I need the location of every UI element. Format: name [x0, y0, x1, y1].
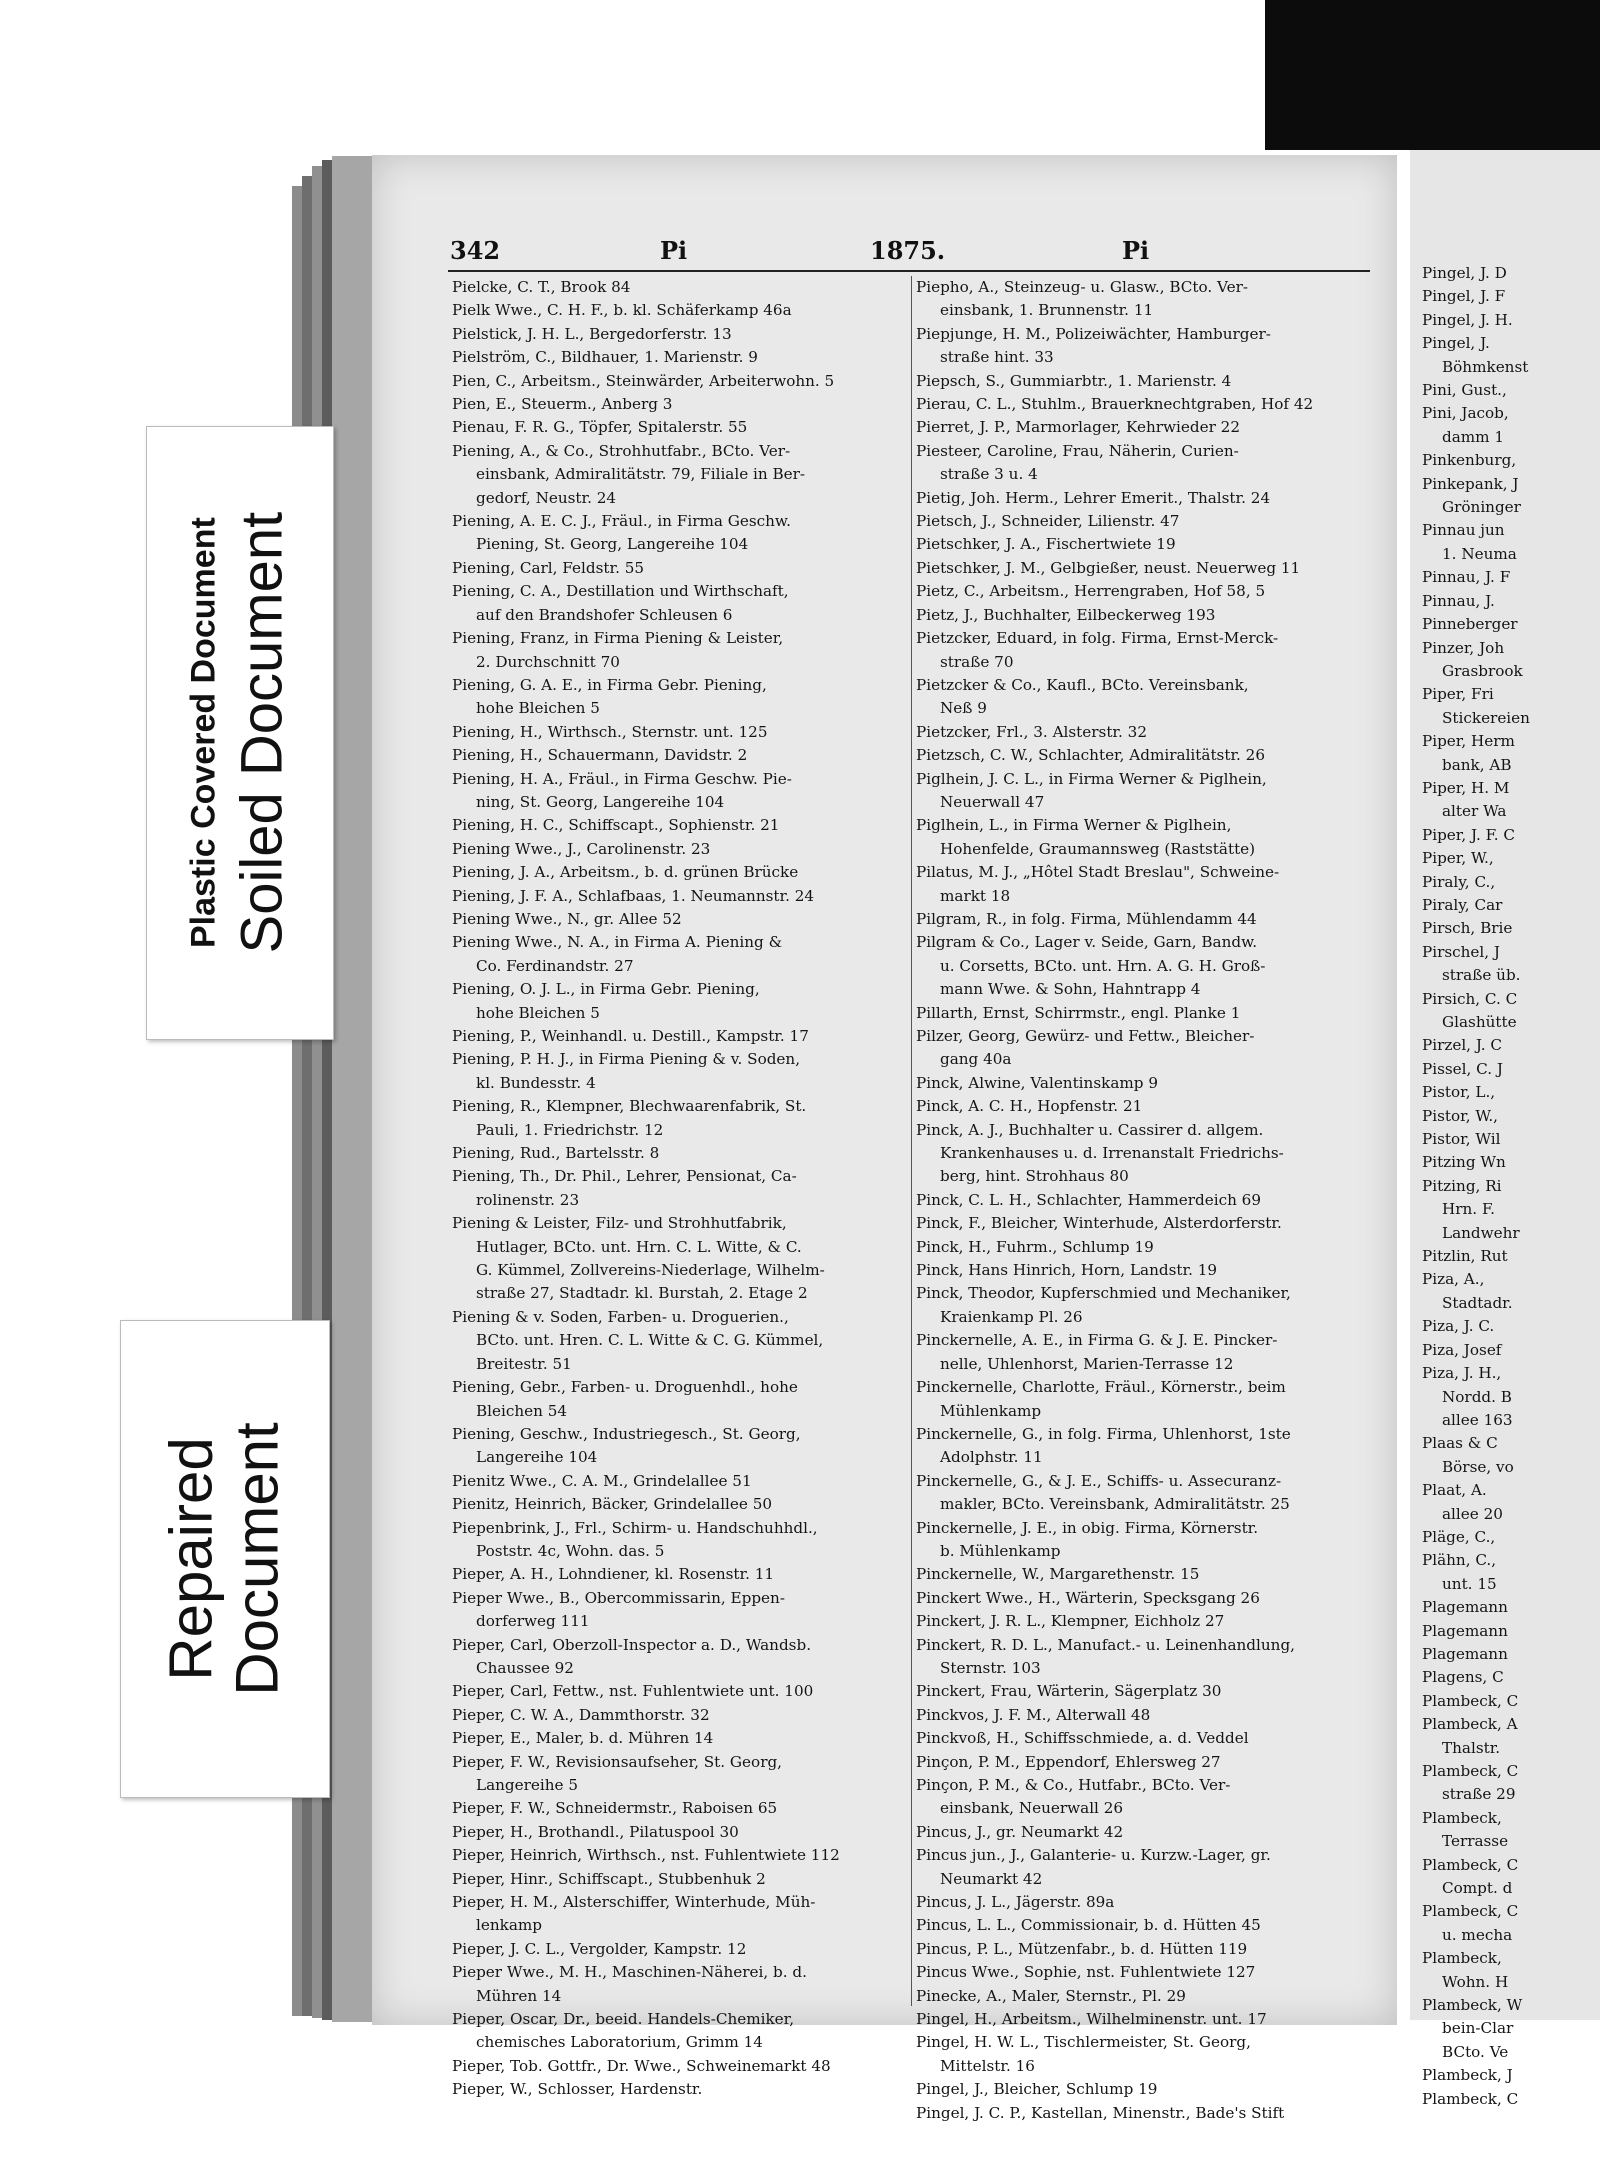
directory-entry-line: einsbank, Admiralitätstr. 79, Filiale in Ber-: [476, 465, 806, 484]
directory-entry-line: nelle, Uhlenhorst, Marien-Terrasse 12: [940, 1354, 1234, 1373]
directory-entry-line: Plaat, A.: [1422, 1481, 1487, 1500]
directory-entry-line: straße 3 u. 4: [940, 465, 1038, 484]
directory-entry-line: Pieper, Oscar, Dr., beeid. Handels-Chemiker,: [452, 2010, 795, 2029]
directory-entry-line: Pien, E., Steuerm., Anberg 3: [452, 395, 673, 414]
directory-entry-line: Piza, J. H.,: [1422, 1364, 1502, 1383]
directory-entry-line: Plaas & C: [1422, 1434, 1498, 1453]
directory-entry-line: Pinckernelle, G., & J. E., Schiffs- u. Assecuranz-: [916, 1471, 1282, 1490]
directory-entry-line: Pincus jun., J., Galanterie- u. Kurzw.-Lager, gr.: [916, 1846, 1271, 1865]
directory-entry-line: Pierau, C. L., Stuhlm., Brauerknechtgraben, Hof 42: [916, 395, 1314, 414]
directory-entry-line: Hohenfelde, Graumannsweg (Raststätte): [940, 839, 1256, 858]
directory-entry-line: markt 18: [940, 886, 1011, 905]
directory-entry-line: Piening Wwe., J., Carolinenstr. 23: [452, 839, 711, 858]
directory-entry-line: Piening & v. Soden, Farben- u. Droguerien.,: [452, 1307, 789, 1326]
directory-entry-line: Pinçon, P. M., Eppendorf, Ehlersweg 27: [916, 1752, 1221, 1771]
directory-entry-line: Piening, A., & Co., Strohhutfabr., BCto. Ver-: [452, 441, 791, 460]
directory-entry-line: Pieper, J. C. L., Vergolder, Kampstr. 12: [452, 1939, 747, 1958]
directory-entry-line: Plambeck, W: [1422, 1996, 1523, 2015]
directory-entry-line: Pincus Wwe., Sophie, nst. Fuhlentwiete 127: [916, 1963, 1256, 1982]
directory-entry-line: Piraly, C.,: [1422, 872, 1496, 891]
directory-entry-line: b. Mühlenkamp: [940, 1541, 1061, 1560]
directory-entry-line: damm 1: [1442, 427, 1505, 446]
directory-entry-line: 2. Durchschnitt 70: [476, 652, 620, 671]
directory-entry-line: Pinckernelle, A. E., in Firma G. & J. E. Pincker-: [916, 1331, 1278, 1350]
directory-entry-line: Piepho, A., Steinzeug- u. Glasw., BCto. Ver-: [916, 278, 1249, 296]
directory-entry-line: Piper, J. F. C: [1422, 825, 1516, 844]
directory-entry-line: Pietz, C., Arbeitsm., Herrengraben, Hof 58, 5: [916, 582, 1266, 601]
directory-entry-line: Neß 9: [940, 699, 987, 718]
directory-entry-line: Compt. d: [1442, 1879, 1513, 1898]
directory-entry-line: bein-Clar: [1442, 2019, 1514, 2038]
directory-entry-line: Sternstr. 103: [940, 1658, 1041, 1677]
directory-entry-line: einsbank, 1. Brunnenstr. 11: [940, 301, 1154, 320]
directory-entry-line: auf den Brandshofer Schleusen 6: [476, 605, 733, 624]
directory-entry-line: Plagemann: [1422, 1621, 1508, 1640]
directory-entry-line: Pinnau, J. F: [1422, 568, 1511, 587]
directory-entry-line: Pinckernelle, J. E., in obig. Firma, Körnerstr.: [916, 1518, 1259, 1537]
directory-entry-line: Pinneberger: [1422, 615, 1518, 634]
directory-entry-line: straße üb.: [1442, 966, 1521, 985]
directory-entry-line: Pieper, Tob. Gottfr., Dr. Wwe., Schweinemarkt 48: [452, 2056, 831, 2075]
directory-entry-line: Krankenhauses u. d. Irrenanstalt Friedrichs-: [940, 1144, 1284, 1163]
directory-entry-line: Piglhein, L., in Firma Werner & Piglhein,: [916, 816, 1232, 835]
header-rule: [448, 270, 1370, 272]
directory-entry-line: Piepsch, S., Gummiarbtr., 1. Marienstr. 4: [916, 371, 1232, 390]
directory-entry-line: Pietzcker & Co., Kaufl., BCto. Vereinsbank,: [916, 675, 1249, 694]
directory-entry-line: Langereihe 5: [476, 1776, 578, 1794]
directory-entry-line: Pissel, C. J: [1422, 1059, 1503, 1078]
directory-entry-line: Piening, Franz, in Firma Piening & Leister,: [452, 629, 784, 648]
directory-entry-line: Piper, W.,: [1422, 849, 1494, 868]
directory-entry-line: chemisches Laboratorium, Grimm 14: [476, 2033, 763, 2052]
directory-entry-line: Pien, C., Arbeitsm., Steinwärder, Arbeiterwohn. 5: [452, 371, 835, 390]
directory-entry-line: Plagemann: [1422, 1644, 1508, 1663]
directory-entry-line: Pielström, C., Bildhauer, 1. Marienstr. 9: [452, 348, 758, 367]
directory-entry-line: Piening, J. A., Arbeitsm., b. d. grünen Brücke: [452, 863, 799, 882]
directory-entry-line: Landwehr: [1442, 1223, 1520, 1242]
directory-entry-line: straße hint. 33: [940, 348, 1054, 367]
directory-entry-line: Piper, Herm: [1422, 732, 1515, 751]
directory-entry-line: Pirzel, J. C: [1422, 1036, 1503, 1055]
directory-entry-line: Pinck, Theodor, Kupferschmied und Mechaniker,: [916, 1284, 1291, 1303]
page-edge: [332, 156, 372, 2022]
directory-entry-line: Pinckvoß, H., Schiffsschmiede, a. d. Veddel: [916, 1729, 1249, 1748]
directory-entry-line: Pierret, J. P., Marmorlager, Kehrwieder 22: [916, 418, 1240, 437]
directory-entry-line: hohe Bleichen 5: [476, 1003, 600, 1022]
scan-background-top: [1265, 0, 1600, 150]
directory-entry-line: Pincus, J., gr. Neumarkt 42: [916, 1822, 1124, 1841]
directory-entry-line: Nordd. B: [1442, 1387, 1512, 1406]
directory-entry-line: Pinnau jun: [1422, 521, 1505, 540]
directory-entry-line: Pincus, P. L., Mützenfabr., b. d. Hütten 119: [916, 1939, 1248, 1958]
directory-entry-line: allee 20: [1442, 1504, 1503, 1523]
directory-entry-line: Pienitz, Heinrich, Bäcker, Grindelallee 50: [452, 1495, 773, 1514]
directory-entry-line: unt. 15: [1442, 1574, 1497, 1593]
directory-entry-line: Pinck, Hans Hinrich, Horn, Landstr. 19: [916, 1261, 1218, 1280]
directory-entry-line: Pietzcker, Eduard, in folg. Firma, Ernst-Merck-: [916, 629, 1279, 648]
directory-entry-line: straße 27, Stadtadr. kl. Burstah, 2. Etage 2: [476, 1284, 808, 1303]
directory-entry-line: Piening, O. J. L., in Firma Gebr. Piening,: [452, 980, 760, 999]
directory-entry-line: Plambeck,: [1422, 1949, 1502, 1968]
directory-entry-line: Piraly, Car: [1422, 895, 1503, 914]
directory-entry-line: Pinkepank, J: [1422, 474, 1519, 493]
directory-entry-line: Plagemann: [1422, 1598, 1508, 1617]
directory-entry-line: Plambeck, C: [1422, 1762, 1519, 1780]
directory-entry-line: gang 40a: [940, 1050, 1012, 1069]
directory-entry-line: 1. Neuma: [1442, 544, 1517, 563]
directory-entry-line: Pinck, F., Bleicher, Winterhude, Alsterdorferstr.: [916, 1214, 1282, 1233]
directory-entry-line: Pauli, 1. Friedrichstr. 12: [476, 1120, 664, 1139]
facing-page-column: [1422, 262, 1600, 2108]
directory-entry-line: Pinckert, Frau, Wärterin, Sägerplatz 30: [916, 1682, 1222, 1701]
directory-entry-line: Pinck, Alwine, Valentinskamp 9: [916, 1073, 1158, 1092]
directory-entry-line: Pielcke, C. T., Brook 84: [452, 278, 631, 296]
directory-entry-line: Pietzsch, C. W., Schlachter, Admiralitätstr. 26: [916, 746, 1266, 765]
directory-entry-line: Piper, H. M: [1422, 778, 1510, 797]
directory-entry-line: Kraienkamp Pl. 26: [940, 1307, 1083, 1326]
column-divider: [911, 276, 912, 2006]
directory-entry-line: Piesteer, Caroline, Frau, Näherin, Curien-: [916, 441, 1239, 460]
directory-entry-line: Piening, Rud., Bartelsstr. 8: [452, 1144, 660, 1163]
directory-entry-line: Plagens, C: [1422, 1668, 1504, 1687]
directory-entry-line: Piening, Carl, Feldstr. 55: [452, 558, 645, 577]
directory-entry-line: Piening, H., Schauermann, Davidstr. 2: [452, 746, 748, 765]
directory-entry-line: Pinkenburg,: [1422, 451, 1517, 470]
directory-entry-line: Terrasse: [1442, 1832, 1509, 1851]
directory-entry-line: Pirschel, J: [1422, 942, 1501, 961]
directory-entry-line: Glashütte: [1442, 1013, 1517, 1031]
directory-entry-line: Pinck, H., Fuhrm., Schlump 19: [916, 1237, 1154, 1256]
directory-entry-line: alter Wa: [1442, 802, 1507, 821]
directory-entry-line: Pieper Wwe., B., Obercommissarin, Eppen-: [452, 1588, 785, 1607]
condition-sticker-bottom: [120, 1320, 330, 1798]
directory-entry-line: Piening & Leister, Filz- und Strohhutfabrik,: [452, 1214, 787, 1233]
directory-entry-line: Pieper, A. H., Lohndiener, kl. Rosenstr. 11: [452, 1565, 775, 1584]
left-column: [452, 276, 908, 2099]
header-left-abbr: Pi: [660, 236, 688, 265]
directory-entry-line: lenkamp: [476, 1916, 543, 1935]
directory-entry-line: Pini, Gust.,: [1422, 381, 1507, 400]
directory-entry-line: Plambeck, C: [1422, 1855, 1519, 1874]
directory-entry-line: Pincus, L. L., Commissionair, b. d. Hütten 45: [916, 1916, 1261, 1935]
directory-entry-line: Pilgram & Co., Lager v. Seide, Garn, Bandw.: [916, 933, 1258, 952]
condition-sticker-top: [146, 426, 334, 1040]
directory-entry-line: makler, BCto. Vereinsbank, Admiralitätstr. 25: [940, 1495, 1290, 1514]
directory-entry-line: Pieper Wwe., M. H., Maschinen-Näherei, b. d.: [452, 1963, 807, 1982]
directory-entry-line: Pietzcker, Frl., 3. Alsterstr. 32: [916, 722, 1148, 741]
directory-entry-line: Piening, H. A., Fräul., in Firma Geschw. Pie-: [452, 769, 792, 788]
directory-entry-line: Piening, J. F. A., Schlafbaas, 1. Neumannstr. 24: [452, 886, 815, 905]
directory-entry-line: Mühren 14: [476, 1986, 562, 2005]
directory-entry-line: bank, AB: [1442, 755, 1512, 774]
directory-entry-line: Pistor, Wil: [1422, 1130, 1501, 1149]
directory-entry-line: BCto. unt. Hren. C. L. Witte & C. G. Kümmel,: [476, 1331, 824, 1350]
directory-entry-line: Pinck, A. C. H., Hopfenstr. 21: [916, 1097, 1143, 1116]
directory-entry-line: Pieper, H. M., Alsterschiffer, Winterhude, Müh-: [452, 1893, 816, 1912]
sticker-label-soiled: Soiled Document: [229, 512, 295, 954]
directory-entry-line: Pinckernelle, W., Margarethenstr. 15: [916, 1565, 1200, 1584]
directory-entry-line: Pieper, W., Schlosser, Hardenstr.: [452, 2080, 703, 2099]
directory-entry-line: Pietig, Joh. Herm., Lehrer Emerit., Thalstr. 24: [916, 488, 1271, 507]
directory-entry-line: Pingel, J. C. P., Kastellan, Minenstr., Bade's Stift: [916, 2103, 1285, 2122]
directory-entry-line: Piglhein, J. C. L., in Firma Werner & Piglhein,: [916, 769, 1267, 788]
directory-entry-line: Grasbrook: [1442, 661, 1523, 680]
directory-entry-line: Pincus, J. L., Jägerstr. 89a: [916, 1893, 1115, 1912]
directory-entry-line: Börse, vo: [1442, 1457, 1514, 1476]
directory-entry-line: Piza, J. C.: [1422, 1317, 1495, 1336]
directory-entry-line: Plambeck, A: [1422, 1715, 1518, 1734]
directory-entry-line: Piening, G. A. E., in Firma Gebr. Piening,: [452, 675, 767, 694]
directory-entry-line: Pietschker, J. M., Gelbgießer, neust. Neuerweg 11: [916, 558, 1301, 577]
directory-entry-line: straße 29: [1442, 1785, 1516, 1804]
directory-entry-line: Pilzer, Georg, Gewürz- und Fettw., Bleicher-: [916, 1027, 1255, 1045]
directory-entry-line: Piening Wwe., N., gr. Allee 52: [452, 909, 682, 928]
directory-entry-line: Plambeck,: [1422, 1808, 1502, 1827]
header-year: 1875.: [870, 236, 946, 265]
directory-entry-line: Pitzlin, Rut: [1422, 1247, 1508, 1266]
directory-entry-line: Piening, Geschw., Industriegesch., St. Georg,: [452, 1424, 801, 1443]
directory-entry-line: Pinnau, J.: [1422, 591, 1495, 610]
directory-entry-line: Piening, Gebr., Farben- u. Droguenhdl., hohe: [452, 1378, 798, 1397]
directory-entry-line: Langereihe 104: [476, 1448, 598, 1467]
directory-entry-line: ning, St. Georg, Langereihe 104: [476, 792, 725, 811]
directory-entry-line: straße 70: [940, 652, 1014, 671]
directory-entry-line: Pinckert, R. D. L., Manufact.- u. Leinenhandlung,: [916, 1635, 1295, 1654]
directory-entry-line: Plambeck, C: [1422, 1902, 1519, 1921]
directory-entry-line: Piepenbrink, J., Frl., Schirm- u. Handschuhhdl.,: [452, 1518, 818, 1537]
directory-entry-line: Piening, R., Klempner, Blechwaarenfabrik, St.: [452, 1097, 807, 1116]
directory-entry-line: Pingel, J.: [1422, 334, 1490, 353]
directory-entry-line: Pingel, H., Arbeitsm., Wilhelminenstr. unt. 17: [916, 2010, 1267, 2029]
directory-entry-line: Pienau, F. R. G., Töpfer, Spitalerstr. 55: [452, 418, 748, 437]
directory-entry-line: Pinckernelle, Charlotte, Fräul., Körnerstr., beim: [916, 1378, 1286, 1397]
page-number: 342: [450, 236, 501, 265]
directory-entry-line: Piening, H., Wirthsch., Sternstr. unt. 125: [452, 722, 768, 741]
directory-entry-line: kl. Bundesstr. 4: [476, 1073, 596, 1092]
directory-entry-line: Bleichen 54: [476, 1401, 568, 1420]
directory-entry-line: Adolphstr. 11: [940, 1448, 1043, 1467]
directory-entry-line: gedorf, Neustr. 24: [476, 488, 617, 507]
directory-entry-line: BCto. Ve: [1442, 2042, 1509, 2061]
directory-entry-line: Pinckert, J. R. L., Klempner, Eichholz 27: [916, 1612, 1225, 1631]
directory-entry-line: Pistor, W.,: [1422, 1106, 1498, 1125]
directory-entry-line: Pieper, F. W., Revisionsaufseher, St. Georg,: [452, 1752, 783, 1771]
directory-entry-line: Pielstick, J. H. L., Bergedorferstr. 13: [452, 324, 732, 343]
directory-entry-line: Pinckernelle, G., in folg. Firma, Uhlenhorst, 1ste: [916, 1424, 1291, 1443]
directory-entry-line: Pinckert Wwe., H., Wärterin, Specksgang 26: [916, 1588, 1260, 1607]
directory-entry-line: allee 163: [1442, 1410, 1513, 1429]
directory-entry-line: Piening Wwe., N. A., in Firma A. Piening &: [452, 933, 783, 952]
directory-entry-line: Pistor, L.,: [1422, 1083, 1496, 1102]
directory-entry-line: Piper, Fri: [1422, 685, 1494, 704]
directory-entry-line: Pieper, Carl, Fettw., nst. Fuhlentwiete unt. 100: [452, 1682, 814, 1701]
directory-entry-line: Pienitz Wwe., C. A. M., Grindelallee 51: [452, 1471, 752, 1490]
directory-entry-line: Pinckvos, J. F. M., Alterwall 48: [916, 1705, 1151, 1724]
directory-entry-line: Pietz, J., Buchhalter, Eilbeckerweg 193: [916, 605, 1216, 624]
directory-entry-line: Pläge, C.,: [1422, 1527, 1496, 1546]
directory-entry-line: Co. Ferdinandstr. 27: [476, 956, 634, 975]
directory-entry-line: Pini, Jacob,: [1422, 404, 1509, 423]
directory-entry-line: Piening, Th., Dr. Phil., Lehrer, Pensionat, Ca-: [452, 1167, 797, 1186]
directory-entry-line: Pirsch, Brie: [1422, 919, 1513, 938]
directory-entry-line: Pielk Wwe., C. H. F., b. kl. Schäferkamp 46a: [452, 301, 792, 320]
directory-entry-line: hohe Bleichen 5: [476, 699, 600, 718]
directory-entry-line: rolinenstr. 23: [476, 1190, 580, 1209]
directory-entry-line: Breitestr. 51: [476, 1354, 572, 1373]
sticker-label-plastic-covered: Plastic Covered Document: [184, 517, 223, 949]
directory-entry-line: Pillarth, Ernst, Schirrmstr., engl. Planke 1: [916, 1003, 1241, 1022]
directory-entry-line: Pieper, H., Brothandl., Pilatuspool 30: [452, 1822, 739, 1841]
directory-entry-line: Piepjunge, H. M., Polizeiwächter, Hamburger-: [916, 324, 1271, 343]
directory-entry-line: Stickereien: [1442, 708, 1530, 727]
directory-entry-line: Pingel, H. W. L., Tischlermeister, St. Georg,: [916, 2033, 1251, 2052]
directory-entry-line: Plähn, C.,: [1422, 1551, 1497, 1570]
directory-entry-line: Thalstr.: [1442, 1738, 1501, 1757]
directory-entry-line: Pieper, E., Maler, b. d. Mühren 14: [452, 1729, 714, 1748]
directory-entry-line: Piening, P., Weinhandl. u. Destill., Kampstr. 17: [452, 1027, 809, 1045]
directory-entry-line: Mittelstr. 16: [940, 2056, 1035, 2075]
directory-entry-line: Piening, St. Georg, Langereihe 104: [476, 535, 749, 554]
directory-entry-line: Hrn. F.: [1442, 1200, 1495, 1219]
directory-entry-line: Plambeck, C: [1422, 1691, 1519, 1710]
directory-entry-line: Plambeck, J: [1422, 2066, 1513, 2085]
directory-entry-line: u. mecha: [1442, 1925, 1513, 1944]
directory-entry-line: Pieper, F. W., Schneidermstr., Raboisen 65: [452, 1799, 778, 1818]
directory-entry-line: Pingel, J. D: [1422, 264, 1507, 282]
directory-entry-line: Pieper, Hinr., Schiffscapt., Stubbenhuk 2: [452, 1869, 766, 1888]
directory-entry-line: Piza, A.,: [1422, 1270, 1485, 1289]
directory-entry-line: u. Corsetts, BCto. unt. Hrn. A. G. H. Groß-: [940, 956, 1266, 975]
directory-entry-line: Chaussee 92: [476, 1658, 574, 1677]
directory-entry-line: Poststr. 4c, Wohn. das. 5: [476, 1541, 665, 1560]
directory-entry-line: Pingel, J. F: [1422, 287, 1506, 306]
directory-entry-line: Piening, P. H. J., in Firma Piening & v. Soden,: [452, 1050, 801, 1069]
directory-entry-line: Pilgram, R., in folg. Firma, Mühlendamm 44: [916, 909, 1257, 928]
directory-entry-line: Plambeck, C: [1422, 2089, 1519, 2108]
directory-entry-line: Pieper, C. W. A., Dammthorstr. 32: [452, 1705, 710, 1724]
directory-entry-line: Pingel, J., Bleicher, Schlump 19: [916, 2080, 1158, 2099]
directory-entry-line: dorferweg 111: [476, 1612, 590, 1631]
directory-entry-line: Mühlenkamp: [940, 1401, 1042, 1420]
directory-entry-line: berg, hint. Strohhaus 80: [940, 1167, 1129, 1186]
directory-entry-line: mann Wwe. & Sohn, Hahntrapp 4: [940, 980, 1201, 999]
directory-entry-line: Pinzer, Joh: [1422, 638, 1505, 657]
directory-entry-line: Pinçon, P. M., & Co., Hutfabr., BCto. Ver-: [916, 1776, 1231, 1794]
directory-entry-line: Pieper, Carl, Oberzoll-Inspector a. D., Wandsb.: [452, 1635, 812, 1654]
directory-entry-line: Pieper, Heinrich, Wirthsch., nst. Fuhlentwiete 112: [452, 1846, 840, 1865]
directory-entry-line: einsbank, Neuerwall 26: [940, 1799, 1124, 1818]
directory-entry-line: Piening, H. C., Schiffscapt., Sophienstr. 21: [452, 816, 780, 835]
directory-entry-line: Pitzing, Ri: [1422, 1176, 1502, 1195]
directory-entry-line: Neumarkt 42: [940, 1869, 1043, 1888]
directory-entry-line: Pinecke, A., Maler, Sternstr., Pl. 29: [916, 1986, 1186, 2005]
directory-entry-line: Pilatus, M. J., „Hôtel Stadt Breslau", Schweine-: [916, 863, 1280, 882]
directory-entry-line: Pietschker, J. A., Fischertwiete 19: [916, 535, 1176, 554]
directory-entry-line: Pietsch, J., Schneider, Lilienstr. 47: [916, 512, 1180, 531]
directory-entry-line: Pirsich, C. C: [1422, 989, 1518, 1008]
directory-entry-line: Piza, Josef: [1422, 1340, 1502, 1359]
right-column: [916, 276, 1372, 2122]
directory-entry-line: G. Kümmel, Zollvereins-Niederlage, Wilhelm-: [476, 1261, 825, 1280]
sticker-label-repaired: Repaired: [158, 1437, 225, 1681]
directory-entry-line: Wohn. H: [1442, 1972, 1509, 1991]
directory-entry-line: Stadtadr.: [1442, 1293, 1513, 1312]
directory-entry-line: Böhmkenst: [1442, 357, 1529, 376]
directory-entry-line: Pingel, J. H.: [1422, 310, 1513, 329]
directory-entry-line: Pitzing Wn: [1422, 1153, 1506, 1172]
header-right-abbr: Pi: [1122, 236, 1150, 265]
directory-entry-line: Piening, C. A., Destillation und Wirthschaft,: [452, 582, 789, 601]
directory-entry-line: Hutlager, BCto. unt. Hrn. C. L. Witte, & C.: [476, 1237, 802, 1256]
directory-entry-line: Piening, A. E. C. J., Fräul., in Firma Geschw.: [452, 512, 791, 531]
sticker-label-document: Document: [224, 1422, 291, 1696]
directory-entry-line: Gröninger: [1442, 498, 1521, 517]
directory-entry-line: Pinck, C. L. H., Schlachter, Hammerdeich 69: [916, 1190, 1262, 1209]
directory-entry-line: Neuerwall 47: [940, 792, 1045, 811]
directory-entry-line: Pinck, A. J., Buchhalter u. Cassirer d. allgem.: [916, 1120, 1264, 1139]
